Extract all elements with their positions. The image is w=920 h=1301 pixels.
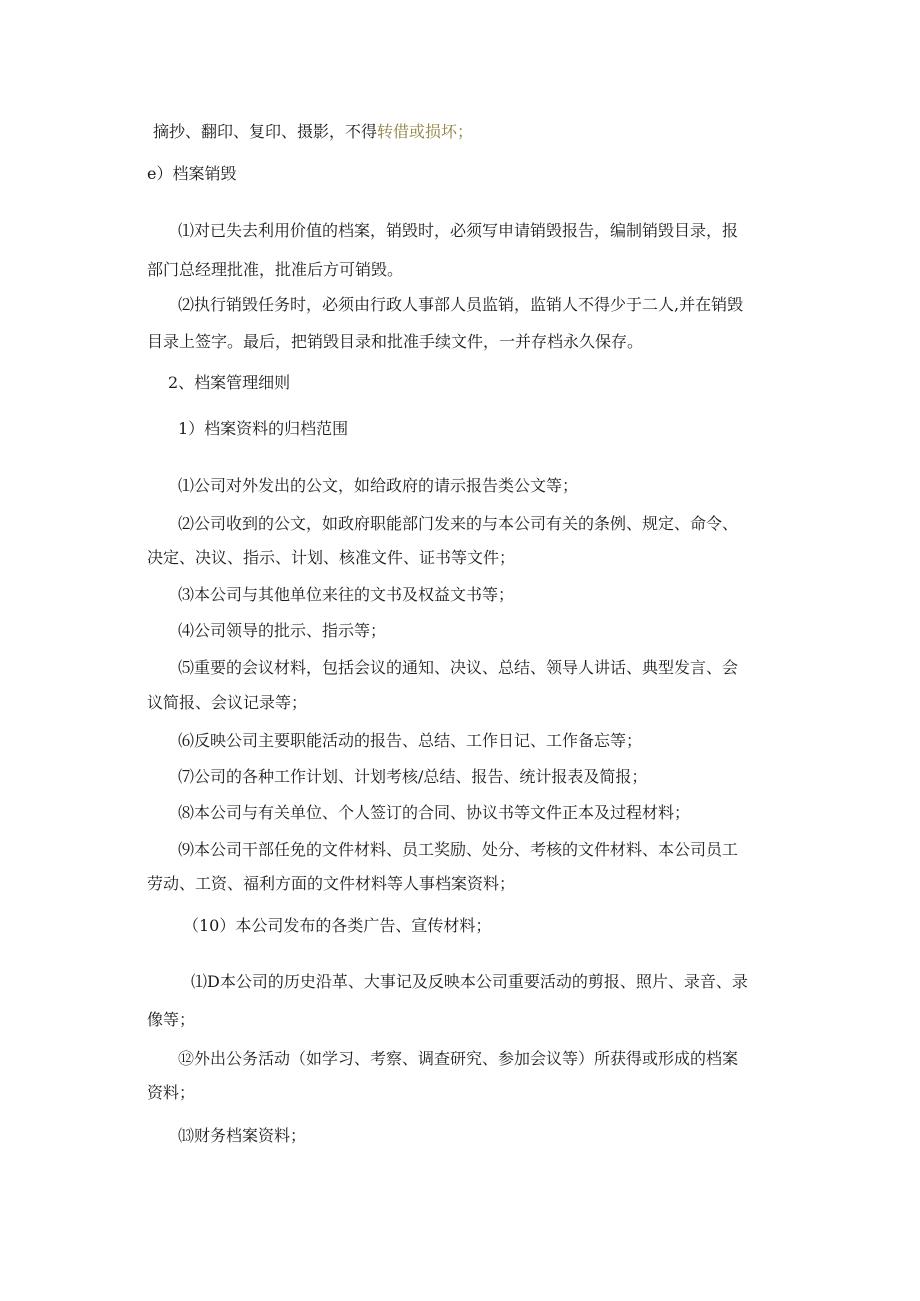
list-item-continuation: 资料； (147, 1083, 196, 1102)
list-item: ⑷公司领导的批示、指示等； (178, 621, 387, 640)
subsection-heading: 1）档案资料的归档范围 (178, 419, 349, 438)
list-item: ⑸重要的会议材料，包括会议的通知、决议、总结、领导人讲话、典型发言、会 (178, 658, 739, 677)
text-run-highlight: 转借或损坏； (377, 122, 474, 141)
list-item: ⑺公司的各种工作计划、计划考核/总结、报告、统计报表及简报； (178, 767, 648, 786)
list-item: ⑫外出公务活动（如学习、考察、调查研究、参加会议等）所获得或形成的档案 (178, 1049, 739, 1068)
list-item-continuation: 劳动、工资、福利方面的文件材料等人事档案资料； (147, 874, 516, 893)
paragraph-line: 目录上签字。最后，把销毁目录和批准手续文件，一并存档永久保存。 (147, 332, 644, 351)
list-item-continuation: 像等； (147, 1010, 196, 1029)
list-item-continuation: 决定、决议、指示、计划、核准文件、证书等文件； (147, 548, 516, 567)
list-item-continuation: 议简报、会议记录等； (147, 693, 308, 712)
list-item: （10）本公司发布的各类广告、宣传材料； (183, 916, 492, 935)
paragraph-line: 部门总经理批准，批准后方可销毁。 (147, 260, 404, 279)
list-item: ⒀财务档案资料； (178, 1126, 307, 1145)
list-item: ⑻本公司与有关单位、个人签订的合同、协议书等文件正本及过程材料； (178, 803, 691, 822)
list-item: ⑵公司收到的公文，如政府职能部门发来的与本公司有关的条例、规定、命令、 (178, 514, 739, 533)
text-line (153, 122, 473, 142)
paragraph-line: ⑴对已失去利用价值的档案，销毁时，必须写申请销毁报告，编制销毁目录，报 (178, 221, 739, 240)
section-heading: e）档案销毁 (147, 164, 237, 183)
list-item: ⑹反映公司主要职能活动的报告、总结、工作日记、工作备忘等； (178, 731, 643, 750)
section-heading: 2、档案管理细则 (168, 373, 291, 392)
list-item: ⑶本公司与其他单位来往的文书及权益文书等； (178, 585, 515, 604)
list-item: ⑴D本公司的历史沿革、大事记及反映本公司重要活动的剪报、照片、录音、录 (191, 972, 748, 991)
text-run: 摘抄、翻印、复印、摄影，不得 (153, 122, 378, 141)
list-item: ⑼本公司干部任免的文件材料、员工奖励、处分、考核的文件材料、本公司员工 (178, 840, 739, 859)
paragraph-line: ⑵执行销毁任务时，必须由行政人事部人员监销，监销人不得少于二人,并在销毁 (178, 295, 744, 314)
list-item: ⑴公司对外发出的公文，如给政府的请示报告类公文等； (178, 476, 579, 495)
